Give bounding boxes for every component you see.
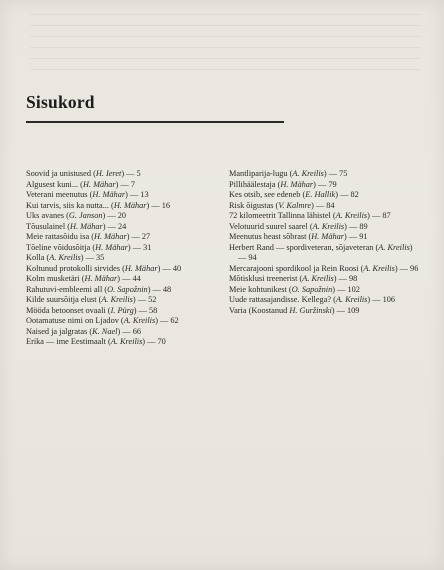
toc-entry: Mantliparija-lugu (A. Kreilis) — 75 [229,169,348,178]
toc-left-column [26,169,222,348]
title-rule [26,121,284,123]
toc-entry: 72 kilomeetrit Tallinna lähistel (A. Kreilis) — 87 [229,211,391,220]
toc-entry: Rahutuvi-embleemi all (O. Sapožnin) — 48 [26,284,172,294]
toc-entry: Meie kohtunikest (O. Sapožnin) — 102 [229,284,360,294]
toc-entry: Mööda betoonset ovaali (I. Pürg) — 58 [26,305,158,315]
toc-entry: Soovid ja unistused (H. Ieret) — 5 [26,169,141,178]
toc-entry: Mercarajooni spordikool ja Rein Roosi (A. Kreilis) — 96 [229,263,419,273]
toc-entry: Pillihäälestaja (H. Mähar) — 79 [229,179,337,189]
toc-entry: Uude rattasajandisse. Kellega? (A. Kreilis) — 106 [229,295,396,304]
toc-entry: Meie rattasõidu isa (H. Mähar) — 27 [26,232,151,241]
toc-entry: Veterani meenutus (H. Mähar) — 13 [26,190,149,199]
toc-entry: Tõeline võidusõitja (H. Mähar) — 31 [26,242,152,252]
toc-entry: Algusest kuni... (H. Mähar) — 7 [26,179,136,189]
toc-entry: Herbert Rand — spordiveteran, sõjaveteran (A. Kreilis) — 94 [229,242,413,262]
toc-right-column [229,169,419,316]
toc-entry: Velotuurid suurel saarel (A. Kreilis) — 89 [229,221,368,231]
toc-entry: Uks avanes (G. Janson) — 20 [26,211,127,220]
toc-entry: Kui tarvis, siis ka nutta... (H. Mähar) — 16 [26,200,171,210]
toc-entry: Kes otsib, see edeneb (E. Hallik) — 82 [229,190,359,199]
toc-entry: Meenutus heast sõbrast (H. Mähar) — 91 [229,232,368,241]
toc-entry: Erika — ime Eestimaalt (A. Kreilis) — 70 [26,337,166,346]
toc-entry: Risk õigustas (V. Kalmre) — 84 [229,200,335,210]
toc-entry: Kolla (A. Kreilis) — 35 [26,253,105,262]
toc-entry: Naised ja jalgratas (K. Nael) — 66 [26,326,141,336]
toc-entry: Ootamatuse nimi on Ljadov (A. Kreilis) — 62 [26,316,179,325]
toc-entry: Kilde suursõitja elust (A. Kreilis) — 52 [26,295,157,304]
toc-entry: Mõtisklusi treenerist (A. Kreilis) — 98 [229,274,358,283]
toc-entry: Kolm musketäri (H. Mähar) — 44 [26,274,141,283]
toc-entry: Varia (Koostanud H. Guržinski) — 109 [229,305,360,315]
page-title: Sisukord [26,92,95,112]
toc-entry: Tõusulainel (H. Mähar) — 24 [26,221,127,231]
show-through-text [30,8,420,78]
toc-entry: Koltunud protokolli sirvides (H. Mähar) — 40 [26,263,182,273]
